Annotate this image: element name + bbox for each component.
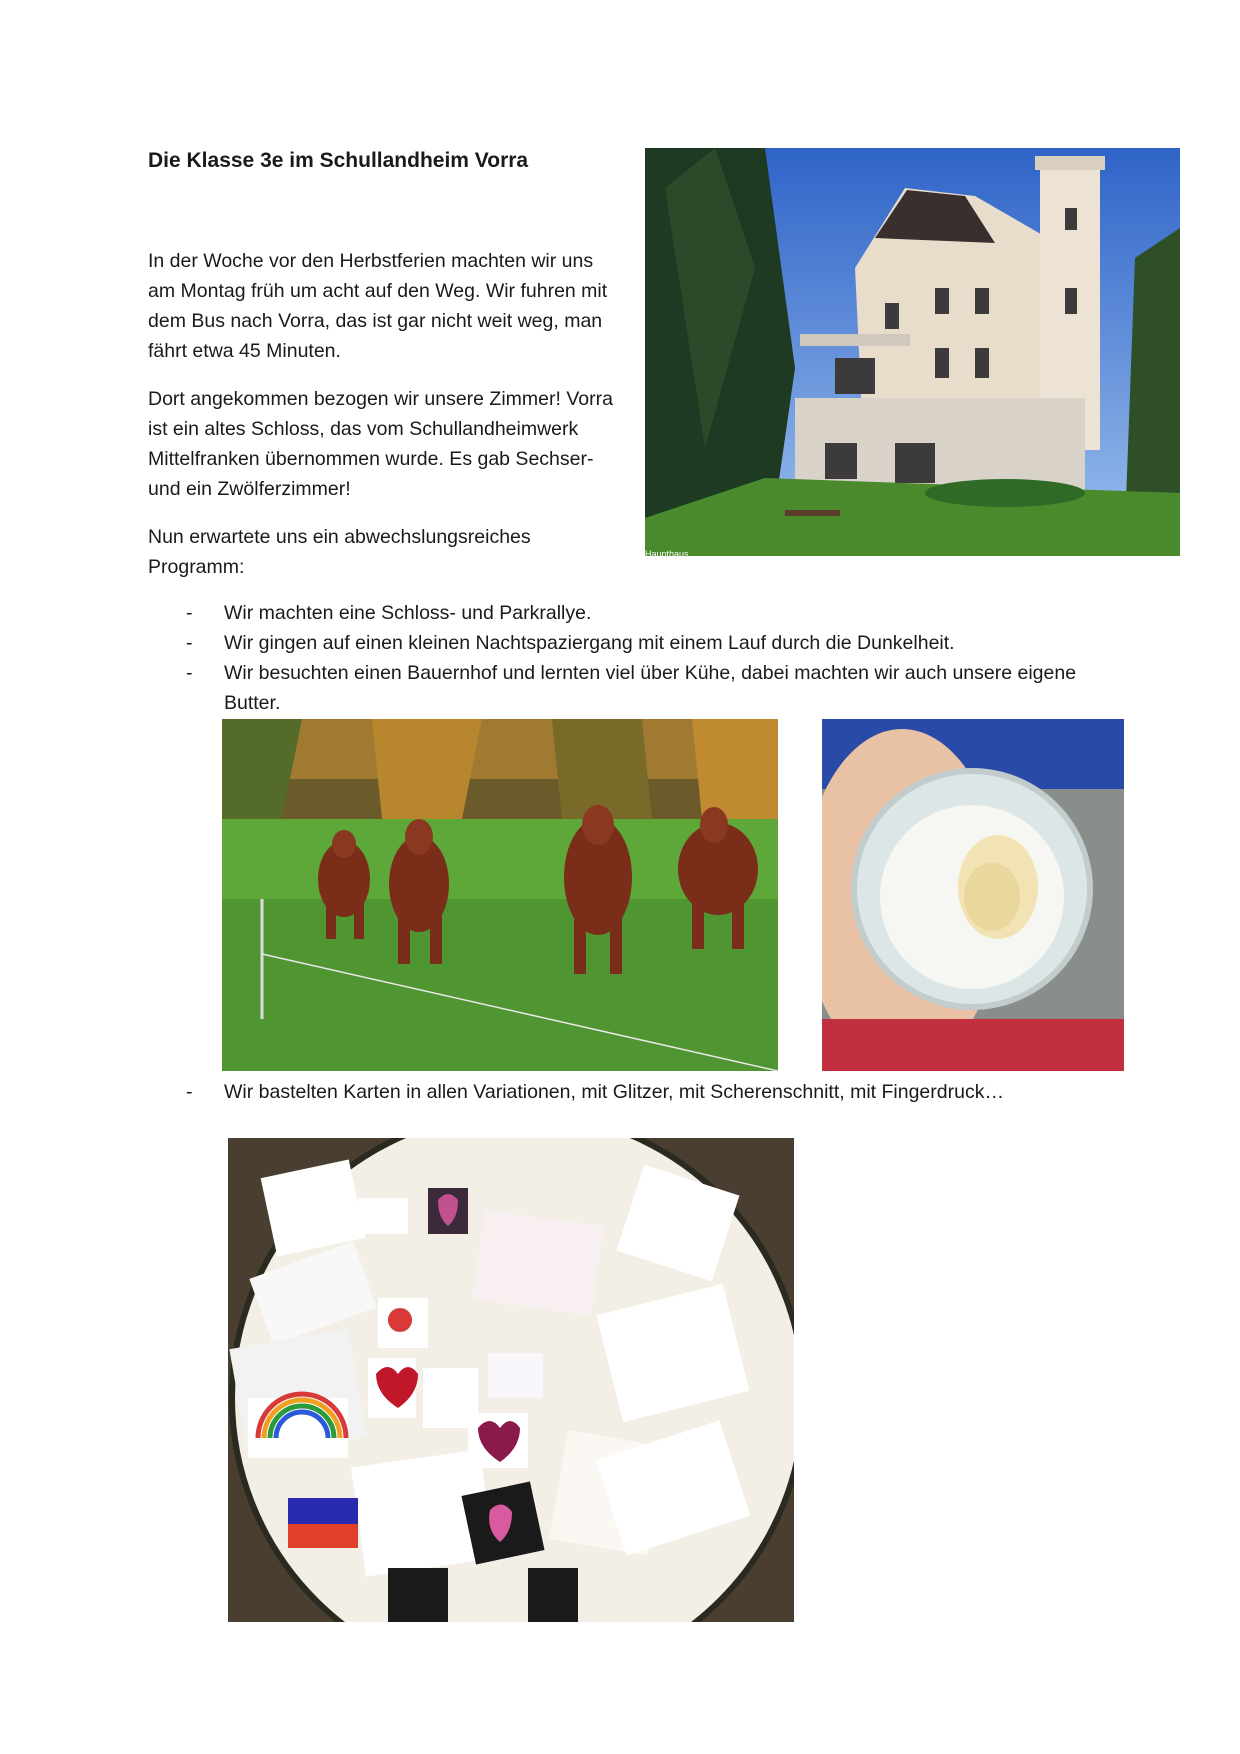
activity-item <box>148 658 1098 718</box>
butter-photo <box>822 719 1124 1071</box>
crafted-cards-photo <box>228 1138 794 1622</box>
bullet-marker: - <box>186 662 193 684</box>
activity-text: Wir machten eine Schloss- und Parkrallye. <box>224 602 592 624</box>
activity-text: Wir gingen auf einen kleinen Nachtspaziergang mit einem Lauf durch die Dunkelheit. <box>224 632 955 654</box>
activity-text: Wir bastelten Karten in allen Variationen, mit Glitzer, mit Scherenschnitt, mit Fingerdruck… <box>224 1081 1004 1103</box>
bullet-marker: - <box>186 602 193 624</box>
bullet-marker: - <box>186 1081 193 1103</box>
activity-list <box>148 598 1098 718</box>
castle-photo-caption: Haupthaus <box>645 549 689 559</box>
program-paragraph: Nun erwartete uns ein abwechslungsreiches Programm: <box>148 526 531 578</box>
activity-item <box>148 598 1098 628</box>
rooms-paragraph: Dort angekommen bezogen wir unsere Zimmer! Vorra ist ein altes Schloss, das vom Schullandheimwerk Mittelfranken übernommen wurde. Es gab Sechser- und ein Zwölferzimmer! <box>148 388 613 500</box>
activity-item <box>148 1077 1098 1107</box>
intro-paragraph: In der Woche vor den Herbstferien machten wir uns am Montag früh um acht auf den Weg. Wir fuhren mit dem Bus nach Vorra, das ist gar nicht weit weg, man fährt etwa 45 Minuten. <box>148 250 608 362</box>
bullet-marker: - <box>186 632 193 654</box>
cows-photo <box>222 719 778 1071</box>
activity-text: Wir besuchten einen Bauernhof und lernten viel über Kühe, dabei machten wir auch unsere eigene Butter. <box>224 662 1077 714</box>
activity-item <box>148 628 1098 658</box>
castle-photo <box>645 148 1180 556</box>
document-title: Die Klasse 3e im Schullandheim Vorra <box>148 149 529 172</box>
